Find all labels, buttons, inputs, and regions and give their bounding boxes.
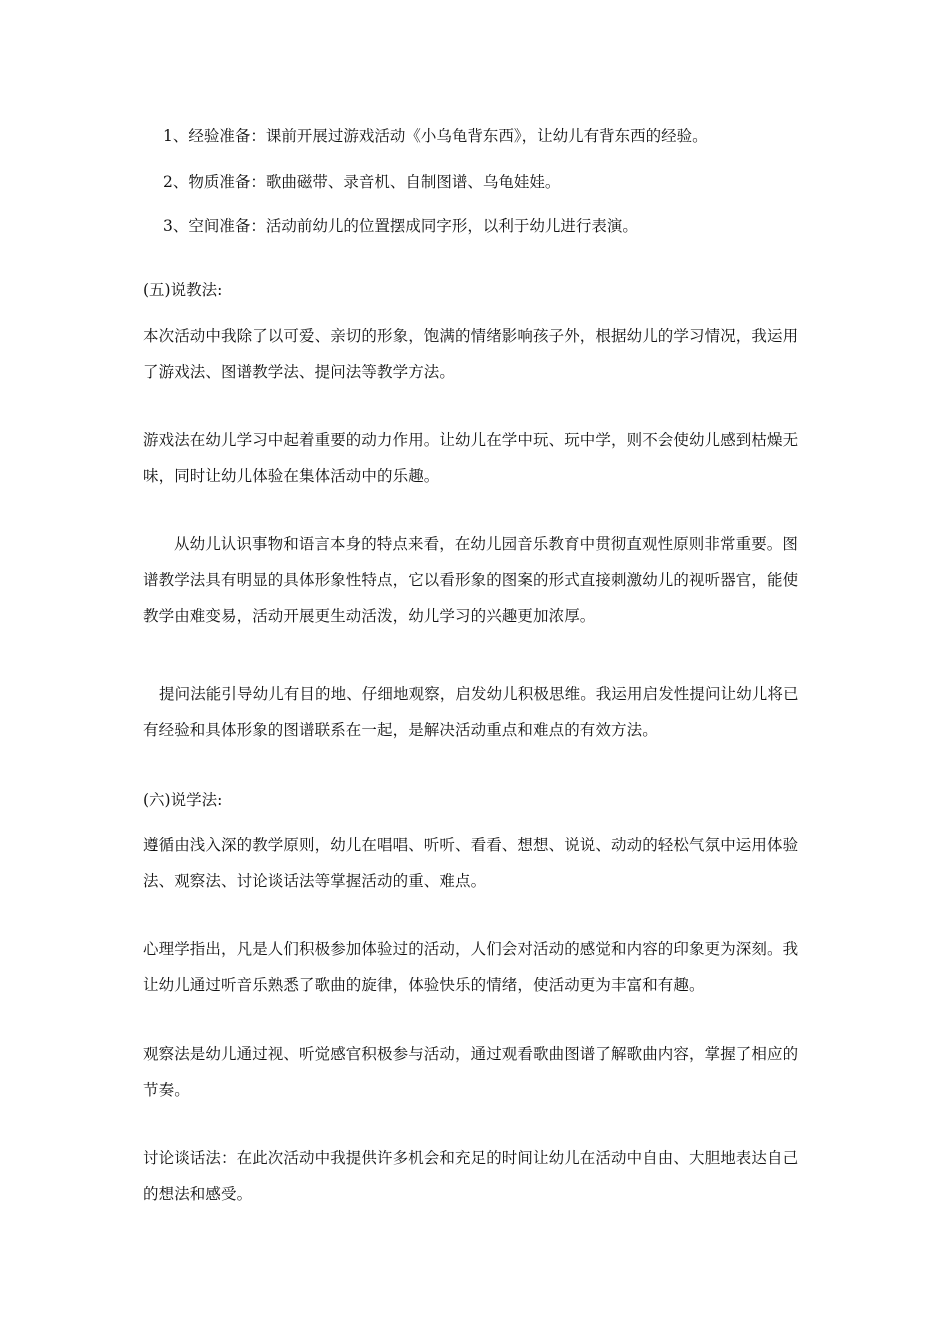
paragraph-observation-method: 观察法是幼儿通过视、听觉感官积极参与活动，通过观看歌曲图谱了解歌曲内容，掌握了相应的节奏。: [143, 1045, 799, 1099]
paragraph-game-method: 游戏法在幼儿学习中起着重要的动力作用。让幼儿在学中玩、玩中学，则不会使幼儿感到枯燥无味，同时让幼儿体验在集体活动中的乐趣。: [143, 431, 799, 485]
section-heading-learning-method: (六)说学法:: [143, 791, 223, 809]
paragraph-discussion-method: 讨论谈话法：在此次活动中我提供许多机会和充足的时间让幼儿在活动中自由、大胆地表达自己的想法和感受。: [143, 1149, 799, 1203]
paragraph-question-method: 提问法能引导幼儿有目的地、仔细地观察，启发幼儿积极思维。我运用启发性提问让幼儿将已有经验和具体形象的图谱联系在一起，是解决活动重点和难点的有效方法。: [143, 685, 799, 739]
section-heading-teaching-method: (五)说教法:: [143, 281, 223, 299]
prep-item-space: 3、空间准备：活动前幼儿的位置摆成同字形，以利于幼儿进行表演。: [163, 217, 638, 235]
prep-item-materials: 2、物质准备：歌曲磁带、录音机、自制图谱、乌龟娃娃。: [163, 173, 561, 191]
paragraph-experience-method: 心理学指出，凡是人们积极参加体验过的活动，人们会对活动的感觉和内容的印象更为深刻。我让幼儿通过听音乐熟悉了歌曲的旋律，体验快乐的情绪，使活动更为丰富和有趣。: [143, 940, 799, 994]
paragraph-learning-overview: 遵循由浅入深的教学原则，幼儿在唱唱、听听、看看、想想、说说、动动的轻松气氛中运用体验法、观察法、讨论谈话法等掌握活动的重、难点。: [143, 836, 799, 890]
paragraph-chart-method: 从幼儿认识事物和语言本身的特点来看，在幼儿园音乐教育中贯彻直观性原则非常重要。图谱教学法具有明显的具体形象性特点，它以看形象的图案的形式直接刺激幼儿的视听器官，能使教学由难变易，活动开展更生动活泼，幼儿学习的兴趣更加浓厚。: [143, 535, 799, 625]
prep-item-experience: 1、经验准备：课前开展过游戏活动《小乌龟背东西》，让幼儿有背东西的经验。: [163, 127, 708, 145]
paragraph-teaching-overview: 本次活动中我除了以可爱、亲切的形象，饱满的情绪影响孩子外，根据幼儿的学习情况，我运用了游戏法、图谱教学法、提问法等教学方法。: [143, 327, 799, 381]
